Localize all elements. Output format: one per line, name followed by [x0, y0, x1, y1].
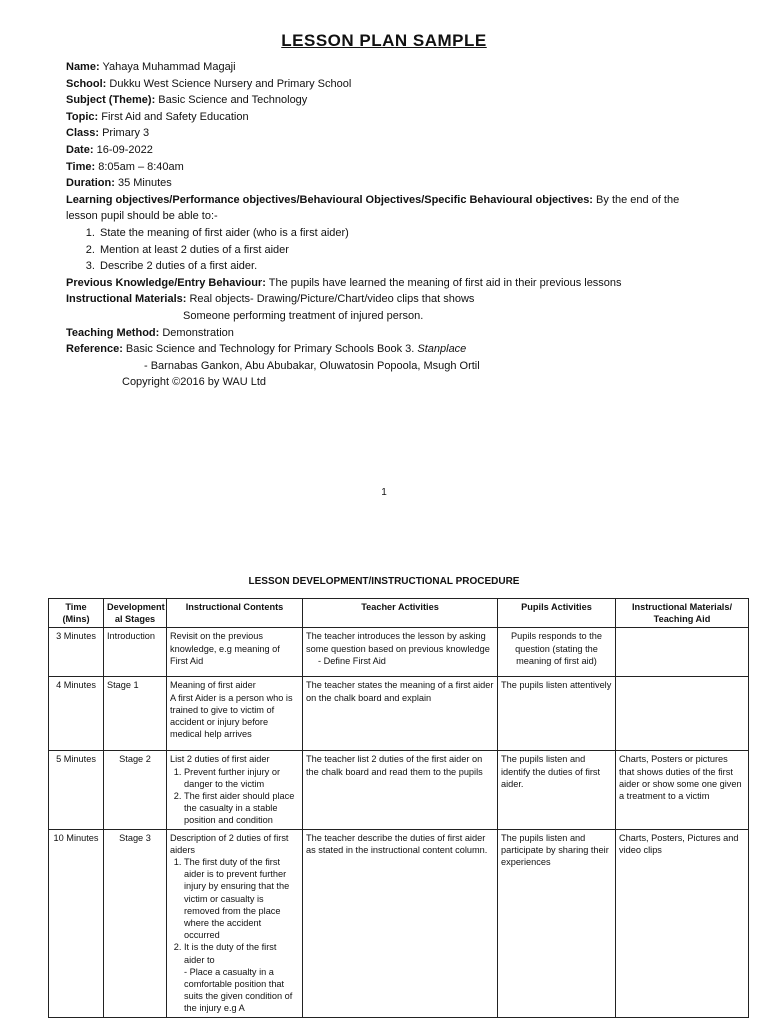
reference-authors: - Barnabas Gankon, Abu Abubakar, Oluwatosin Popoola, Msugh Ortil: [144, 359, 480, 372]
duration-line: [66, 175, 706, 192]
class-line: [66, 125, 706, 142]
materials-label: Instructional Materials:: [66, 293, 187, 306]
objectives-list: [66, 225, 706, 275]
content-text: A first Aider is a person who is trained to give to victim of accident or injury before medical help arrives: [170, 692, 293, 740]
reference-line: [66, 341, 706, 358]
cell-pupils: The pupils listen attentively: [498, 677, 616, 751]
header-pupils: Pupils Activities: [498, 599, 616, 628]
content-title: Description of 2 duties of first aiders: [170, 832, 289, 855]
cell-teacher: The teacher states the meaning of a first aider on the chalk board and explain: [303, 677, 498, 751]
time-label: Time:: [66, 160, 96, 173]
objectives-intro: By the end of the lesson pupil should be able to:-: [66, 193, 680, 223]
teacher-subitem: - Define First Aid: [318, 655, 494, 667]
name-value: Yahaya Muhammad Magaji: [102, 61, 236, 73]
table-row: [49, 829, 749, 1017]
cell-content: Revisit on the previous knowledge, e.g meaning of First Aid: [167, 628, 303, 677]
header-teacher: Teacher Activities: [303, 599, 498, 628]
objectives-label: Learning objectives/Performance objectives/Behavioural Objectives/Specific Behavioural objectives:: [66, 193, 593, 206]
cell-time: 5 Minutes: [49, 751, 104, 829]
procedure-table: [48, 598, 749, 1018]
header-stage: Development al Stages: [104, 599, 167, 628]
method-label: Teaching Method:: [66, 326, 160, 339]
lesson-details: [66, 59, 706, 391]
page-number: 1: [381, 487, 387, 498]
cell-pupils: The pupils listen and participate by sharing their experiences: [498, 829, 616, 1017]
topic-line: [66, 109, 706, 126]
content-subitem: - Place a casualty in a comfortable position that suits the given condition of the injury e.g A: [184, 966, 293, 1014]
time-value: 8:05am – 8:40am: [98, 160, 184, 173]
cell-stage: Stage 1: [104, 677, 167, 751]
teacher-text: The teacher introduces the lesson by asking some question based on previous knowledge: [306, 631, 490, 654]
topic-value: First Aid and Safety Education: [101, 110, 249, 123]
name-line: [66, 59, 706, 76]
previous-knowledge-label: Previous Knowledge/Entry Behaviour:: [66, 276, 266, 289]
class-label: Class:: [66, 127, 100, 140]
content-item: 1. The first duty of the first aider is to prevent further injury by ensuring that the victim or casualty is removed from the place where the accident occurred: [184, 856, 299, 941]
cell-teacher: The teacher describe the duties of first aider as stated in the instructional content column.: [303, 829, 498, 1017]
content-item: 2. It is the duty of the first aider to: [184, 941, 299, 965]
objective-item: 1. State the meaning of first aider (who is a first aider): [98, 225, 706, 242]
cell-materials: [616, 677, 749, 751]
method-value: Demonstration: [162, 326, 234, 339]
content-title: Meaning of first aider: [170, 680, 256, 691]
page-title: LESSON PLAN SAMPLE: [281, 31, 487, 50]
cell-materials: Charts, Posters or pictures that shows duties of the first aider or show some one given a treatment to a victim: [616, 751, 749, 829]
reference-publisher: Stanplace: [417, 343, 467, 356]
cell-materials: [616, 628, 749, 677]
duration-label: Duration:: [66, 177, 115, 190]
subject-value: Basic Science and Technology: [158, 94, 308, 107]
date-value: 16-09-2022: [96, 143, 153, 156]
materials-line: [66, 291, 706, 308]
method-line: [66, 325, 706, 342]
class-value: Primary 3: [102, 127, 150, 140]
reference-value: Basic Science and Technology for Primary Schools Book 3.: [125, 343, 415, 356]
school-value: Dukku West Science Nursery and Primary School: [109, 77, 352, 90]
cell-content: [167, 751, 303, 829]
section-title: LESSON DEVELOPMENT/INSTRUCTIONAL PROCEDURE: [248, 576, 520, 587]
cell-stage: Introduction: [104, 628, 167, 677]
header-materials: Instructional Materials/ Teaching Aid: [616, 599, 749, 628]
cell-time: 10 Minutes: [49, 829, 104, 1017]
reference-copyright: Copyright ©2016 by WAU Ltd: [122, 376, 267, 389]
cell-stage: Stage 3: [104, 829, 167, 1017]
content-title: List 2 duties of first aider: [170, 754, 270, 765]
materials-value: Real objects- Drawing/Picture/Chart/video clips that shows: [189, 293, 475, 306]
objective-item: 2. Mention at least 2 duties of a first aider: [98, 242, 706, 259]
cell-teacher: The teacher list 2 duties of the first aider on the chalk board and read them to the pupils: [303, 751, 498, 829]
school-label: School:: [66, 77, 107, 90]
reference-label: Reference:: [66, 343, 123, 356]
objective-item: 3. Describe 2 duties of a first aider.: [98, 258, 706, 275]
table-row: [49, 628, 749, 677]
topic-label: Topic:: [66, 110, 99, 123]
content-item: 2. The first aider should place the casualty in a stable position and condition: [184, 790, 299, 827]
time-line: [66, 159, 706, 176]
cell-content: [167, 677, 303, 751]
previous-knowledge-value: The pupils have learned the meaning of first aid in their previous lessons: [268, 276, 622, 289]
subject-label: Subject (Theme):: [66, 94, 156, 107]
school-line: [66, 76, 706, 93]
cell-stage: Stage 2: [104, 751, 167, 829]
table-header-row: [49, 599, 749, 628]
objectives-line: [66, 192, 706, 225]
content-item: 1. Prevent further injury or danger to the victim: [184, 766, 299, 790]
subject-line: [66, 92, 706, 109]
previous-knowledge-line: [66, 275, 706, 292]
cell-teacher: [303, 628, 498, 677]
date-label: Date:: [66, 143, 94, 156]
cell-materials: Charts, Posters, Pictures and video clips: [616, 829, 749, 1017]
name-label: Name:: [66, 61, 100, 73]
cell-time: 3 Minutes: [49, 628, 104, 677]
cell-content: [167, 829, 303, 1017]
materials-line-2: Someone performing treatment of injured person.: [183, 309, 424, 322]
duration-value: 35 Minutes: [117, 177, 172, 190]
header-content: Instructional Contents: [167, 599, 303, 628]
date-line: [66, 142, 706, 159]
cell-pupils: Pupils responds to the question (stating the meaning of first aid): [498, 628, 616, 677]
table-row: [49, 677, 749, 751]
header-time: Time (Mins): [49, 599, 104, 628]
cell-pupils: The pupils listen and identify the duties of first aider.: [498, 751, 616, 829]
table-row: [49, 751, 749, 829]
cell-time: 4 Minutes: [49, 677, 104, 751]
